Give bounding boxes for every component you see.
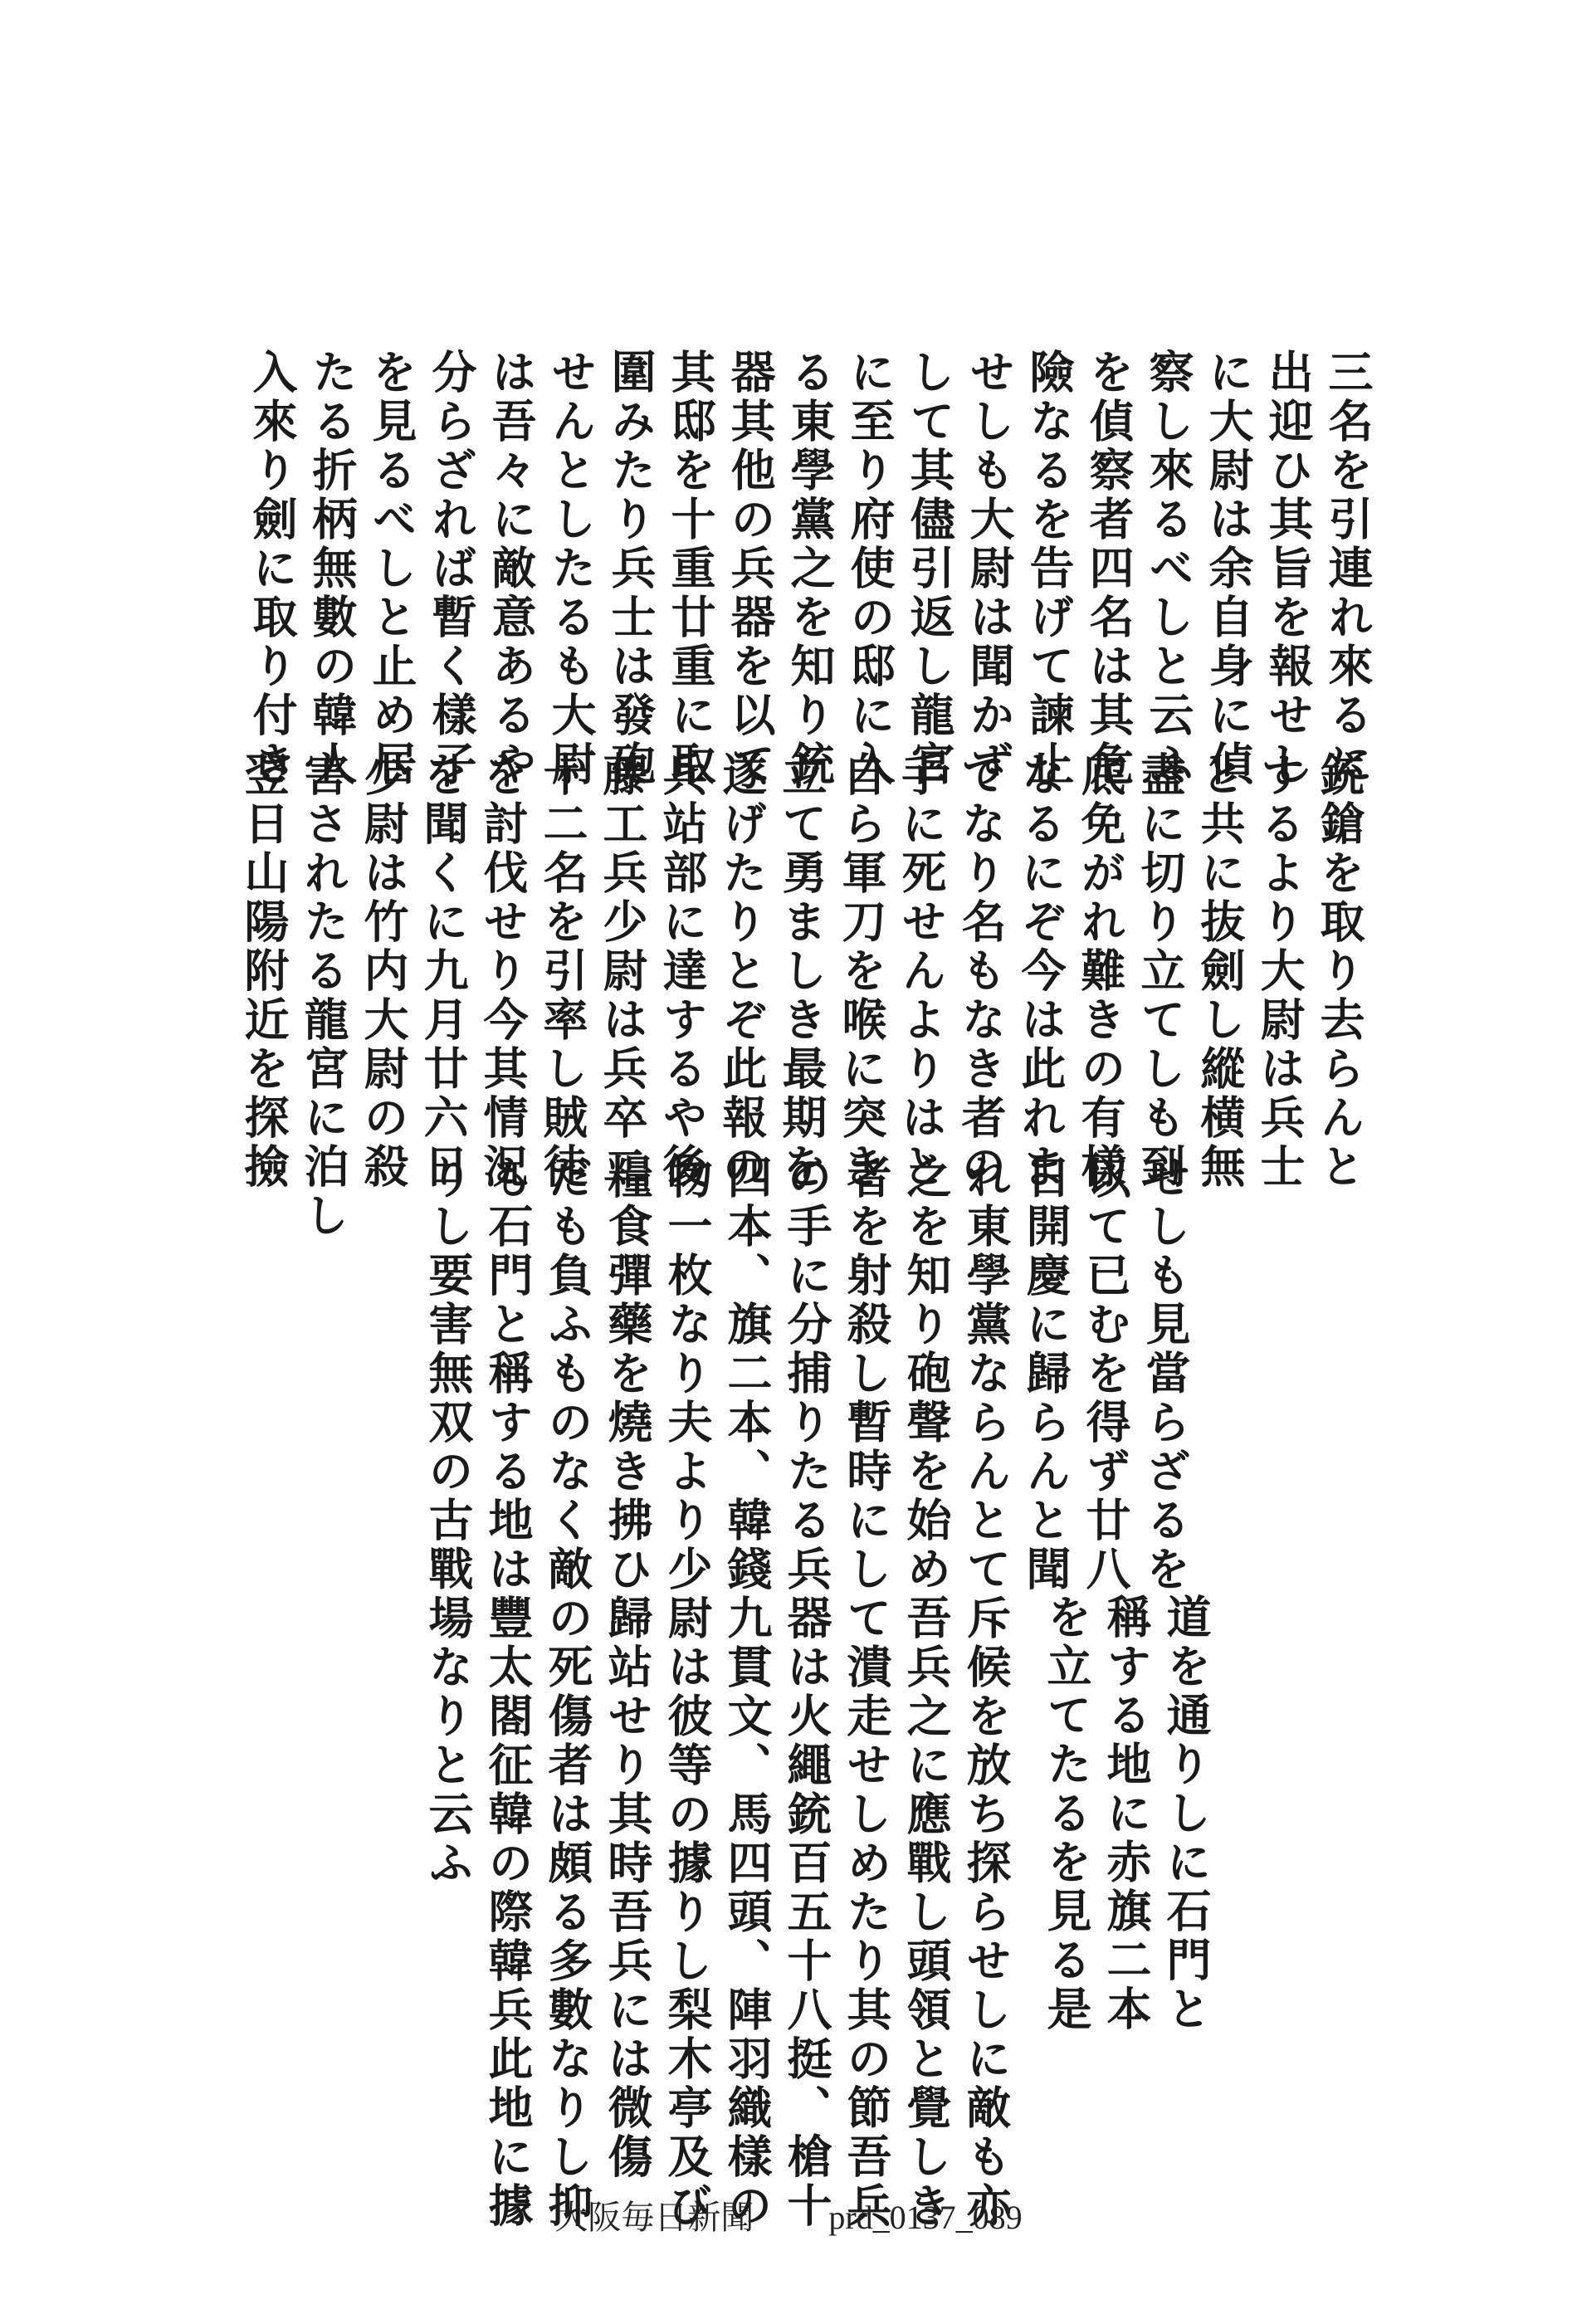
text-block-upper-right	[242, 349, 1378, 789]
text-column: 翌日山陽附近を探撿	[237, 751, 290, 1192]
text-column: 出迎ひ其旨を報せし	[1262, 349, 1315, 789]
text-column: と共に抜劍し縱横無	[1194, 751, 1247, 1192]
text-column: 兵站部に達するや後	[656, 751, 709, 1192]
text-column: 遂げたりとぞ此報の	[715, 751, 769, 1192]
text-column: 道を通りしに石門と	[1160, 1594, 1213, 2034]
page-code: prd_0137_089	[828, 2199, 1023, 2236]
text-column: 手に死せんよりはと	[895, 751, 948, 1192]
text-column: だも負ふものなく敵の死傷者は頗る多數なりし抑	[541, 1154, 594, 2231]
text-column: でなり名もなき者の	[954, 751, 1008, 1192]
text-column: 藤工兵少尉は兵卒二	[596, 751, 649, 1192]
text-column: は吾々に敵意あるや	[485, 349, 538, 789]
text-column: 以て已むを得ず廿八	[1079, 1154, 1132, 1594]
text-column: せんとしたるも大尉	[544, 349, 598, 789]
text-column: するより大尉は兵士	[1253, 751, 1306, 1192]
text-column: 其邸を十重廿重に取	[664, 349, 717, 789]
text-column: 三名を引連れ來るに	[1321, 349, 1374, 789]
text-column: りし要害無双の古戰場なりと云ふ	[422, 1154, 475, 1888]
text-column: 物一枚なり夫より少尉は彼等の據りし梨木亭及び	[661, 1154, 714, 2231]
text-column: を見るべしと止め居	[365, 349, 418, 789]
text-column: して其儘引返し龍宮	[903, 349, 956, 789]
text-column: なるにぞ今は此れま	[1014, 751, 1067, 1192]
text-column: 害されたる龍宮に泊し	[297, 751, 350, 1241]
text-block-lower-continuation	[1037, 1594, 1216, 2034]
text-column: 稱する地に赤旗二本	[1100, 1594, 1153, 2034]
text-column: に至り府使の邸に入	[843, 349, 896, 789]
text-column: 糧食彈藥を燒き拂ひ歸站せり其時吾兵には微傷	[601, 1154, 654, 2182]
text-column: 分らざれば暫く樣子	[425, 349, 478, 789]
text-column: 銃鎗を取り去らんと	[1313, 751, 1366, 1192]
text-column: を偵察者四名は其危	[1082, 349, 1135, 789]
text-column: 圍みたり兵士は發砲	[604, 349, 657, 789]
text-column: 之を知り砲聲を始め吾兵之に應戰し頭領と覺しき	[900, 1154, 953, 2231]
page-footer	[0, 2191, 1577, 2239]
text-column: 立て勇ましき最期を	[775, 751, 828, 1192]
text-column: る東學黨之を知り銃	[784, 349, 837, 789]
text-column: 少尉は竹内大尉の殺	[357, 751, 410, 1192]
text-column: たる折柄無數の韓人	[305, 349, 359, 789]
text-column: 察し來るべしと云ふ	[1142, 349, 1195, 789]
text-column: 四本、旗二本、韓錢九貫文、馬四頭、陣羽織樣の	[720, 1154, 774, 2231]
text-column: 險なるを告げて諫止	[1023, 349, 1076, 789]
text-column: せしも見當らざるを	[1139, 1154, 1192, 1594]
text-column: 者を射殺し暫時にして潰走せしめたり其の節吾兵	[840, 1154, 893, 2231]
text-column: せしも大尉は聞かず	[963, 349, 1016, 789]
text-column: 器其他の兵器を以て	[724, 349, 777, 789]
text-column: を立てたるを見る是	[1040, 1594, 1093, 2034]
text-column: に大尉は余自身に偵	[1202, 349, 1255, 789]
text-column: 底免がれ難きの有樣	[1074, 751, 1127, 1192]
text-column: 入來り劍に取り付き	[246, 349, 299, 789]
text-column: も石門と稱する地は豐太閤征韓の際韓兵此地に據	[481, 1154, 535, 2231]
newspaper-name: 大阪毎日新聞	[554, 2199, 754, 2236]
text-column: 日開慶に歸らんと聞	[1019, 1154, 1072, 1594]
text-column: 自ら軍刀を喉に突き	[835, 751, 888, 1192]
text-column: れ東學黨ならんとて斥候を放ち探らせしに敵も亦	[959, 1154, 1013, 2231]
text-column: 十二名を引率し賊徒	[536, 751, 589, 1192]
text-column: 盡に切り立てしも到	[1134, 751, 1187, 1192]
text-column: の手に分捕りたる兵器は火繩銃百五十八挺、槍十	[780, 1154, 833, 2231]
text-column: を討伐せり今其情況	[476, 751, 530, 1192]
text-column: を聞くに九月廿六日	[417, 751, 470, 1192]
